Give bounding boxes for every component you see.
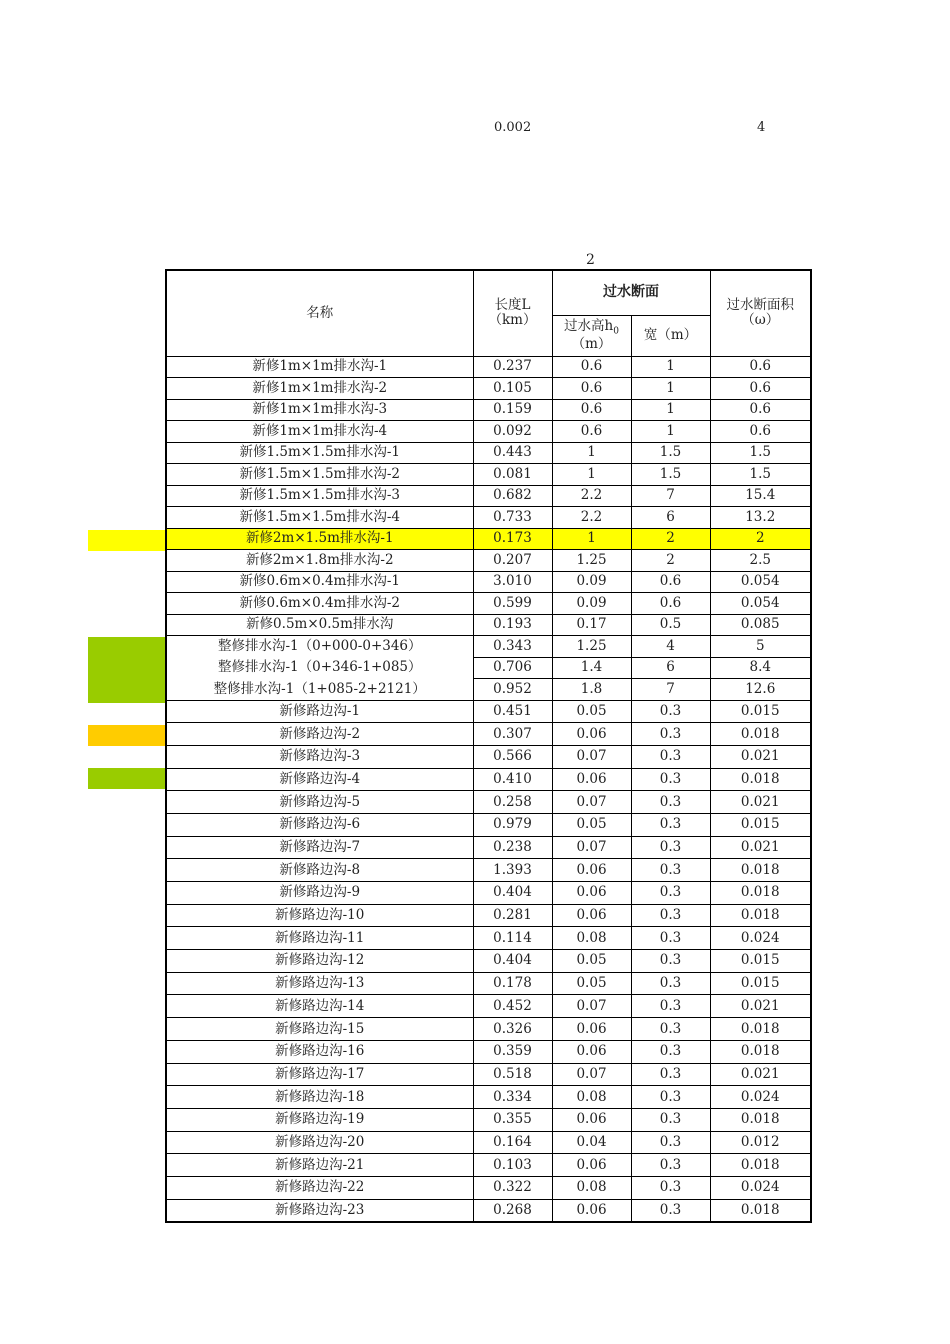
- cell-name: 新修1.5m×1.5m排水沟-3: [166, 485, 473, 507]
- cell-height: 0.05: [552, 700, 631, 723]
- cell-length: 0.682: [473, 485, 552, 507]
- cell-height: 1.25: [552, 636, 631, 658]
- cell-width: 0.3: [631, 927, 710, 950]
- table-row: [166, 399, 811, 421]
- cell-height: 0.07: [552, 995, 631, 1018]
- cell-height: 1: [552, 528, 631, 550]
- cell-width: 1.5: [631, 442, 710, 464]
- table-row: [166, 1040, 811, 1063]
- cell-width: 0.6: [631, 593, 710, 615]
- header-area-unit: （ω）: [741, 312, 780, 329]
- cell-name: 新修0.6m×0.4m排水沟-2: [166, 593, 473, 615]
- cell-area: 0.015: [710, 700, 811, 723]
- cell-length: 0.081: [473, 464, 552, 486]
- table-row: [166, 995, 811, 1018]
- cell-area: 5: [710, 636, 811, 658]
- cell-height: 0.04: [552, 1131, 631, 1154]
- cell-name: 新修路边沟-20: [166, 1131, 473, 1154]
- table-row: [166, 356, 811, 378]
- cell-area: 0.018: [710, 768, 811, 791]
- cell-width: 0.3: [631, 859, 710, 882]
- table-row: [166, 1154, 811, 1177]
- cell-width: 0.3: [631, 1086, 710, 1109]
- cell-length: 0.105: [473, 378, 552, 400]
- cell-width: 7: [631, 485, 710, 507]
- table-row: [166, 882, 811, 905]
- table-row: [166, 636, 811, 658]
- cell-width: 0.3: [631, 791, 710, 814]
- cell-area: 0.024: [710, 1086, 811, 1109]
- table-row: [166, 1199, 811, 1222]
- cell-width: 6: [631, 657, 710, 679]
- cell-height: 0.6: [552, 378, 631, 400]
- cell-width: 1: [631, 421, 710, 443]
- table-row: [166, 1176, 811, 1199]
- page-number: 2: [586, 252, 595, 268]
- cell-length: 0.355: [473, 1108, 552, 1131]
- table-row: [166, 859, 811, 882]
- row-mark-orange: [88, 725, 165, 746]
- cell-width: 4: [631, 636, 710, 658]
- cell-length: 0.207: [473, 550, 552, 572]
- cell-length: 0.599: [473, 593, 552, 615]
- table-row: [166, 421, 811, 443]
- table-row: [166, 378, 811, 400]
- table-row: [166, 950, 811, 973]
- cell-width: 0.6: [631, 571, 710, 593]
- cell-length: 0.164: [473, 1131, 552, 1154]
- cell-length: 0.979: [473, 813, 552, 836]
- cell-area: 12.6: [710, 679, 811, 701]
- cell-width: 0.3: [631, 813, 710, 836]
- cell-name: 新修路边沟-22: [166, 1176, 473, 1199]
- cell-name: 新修2m×1.5m排水沟-1: [166, 528, 473, 550]
- cell-width: 0.3: [631, 1063, 710, 1086]
- cell-height: 1: [552, 442, 631, 464]
- cell-length: 3.010: [473, 571, 552, 593]
- cell-width: 0.3: [631, 768, 710, 791]
- cell-width: 0.3: [631, 1108, 710, 1131]
- cell-width: 6: [631, 507, 710, 529]
- cell-height: 0.08: [552, 1086, 631, 1109]
- table-row: [166, 528, 811, 550]
- table-row: [166, 442, 811, 464]
- cell-name: 新修1m×1m排水沟-1: [166, 356, 473, 378]
- cell-length: 1.393: [473, 859, 552, 882]
- cell-area: 0.018: [710, 859, 811, 882]
- cell-area: 0.6: [710, 378, 811, 400]
- table-row: [166, 464, 811, 486]
- cell-area: 0.018: [710, 1018, 811, 1041]
- cell-height: 0.6: [552, 356, 631, 378]
- cell-height: 0.08: [552, 1176, 631, 1199]
- cell-width: 0.3: [631, 1040, 710, 1063]
- table-row: [166, 657, 811, 679]
- cell-name: 新修路边沟-15: [166, 1018, 473, 1041]
- cell-area: 0.021: [710, 995, 811, 1018]
- cell-length: 0.359: [473, 1040, 552, 1063]
- cell-area: 0.024: [710, 1176, 811, 1199]
- cell-area: 0.012: [710, 1131, 811, 1154]
- cell-height: 0.09: [552, 593, 631, 615]
- cell-height: 0.07: [552, 791, 631, 814]
- cell-height: 0.07: [552, 836, 631, 859]
- header-height-sub: 0: [613, 326, 619, 337]
- cell-area: 0.024: [710, 927, 811, 950]
- cell-area: 0.018: [710, 1040, 811, 1063]
- cell-height: 1.25: [552, 550, 631, 572]
- cell-length: 0.952: [473, 679, 552, 701]
- cell-width: 1: [631, 399, 710, 421]
- table-row: [166, 550, 811, 572]
- cell-area: 0.018: [710, 1154, 811, 1177]
- cell-name: 新修路边沟-17: [166, 1063, 473, 1086]
- cell-name: 新修1m×1m排水沟-3: [166, 399, 473, 421]
- cell-area: 13.2: [710, 507, 811, 529]
- cell-height: 0.06: [552, 1108, 631, 1131]
- cell-name: 新修0.5m×0.5m排水沟: [166, 614, 473, 636]
- cell-length: 0.443: [473, 442, 552, 464]
- drainage-table: [165, 269, 812, 1223]
- row-mark-green-2: [88, 768, 165, 789]
- cell-height: 2.2: [552, 507, 631, 529]
- cell-length: 0.410: [473, 768, 552, 791]
- header-height-label: 过水高h: [564, 317, 614, 334]
- header-length-label: 长度L: [494, 297, 531, 314]
- table-row: [166, 791, 811, 814]
- cell-length: 0.178: [473, 972, 552, 995]
- cell-height: 1.4: [552, 657, 631, 679]
- cell-height: 2.2: [552, 485, 631, 507]
- cell-name: 新修路边沟-11: [166, 927, 473, 950]
- cell-area: 1.5: [710, 442, 811, 464]
- cell-name: 新修0.6m×0.4m排水沟-1: [166, 571, 473, 593]
- header-area: [710, 270, 811, 356]
- cell-length: 0.452: [473, 995, 552, 1018]
- cell-height: 0.06: [552, 1199, 631, 1222]
- cell-height: 0.06: [552, 882, 631, 905]
- table-row: [166, 1086, 811, 1109]
- header-height: [552, 315, 631, 356]
- table-row: [166, 593, 811, 615]
- cell-length: 0.173: [473, 528, 552, 550]
- cell-width: 0.3: [631, 995, 710, 1018]
- cell-area: 0.054: [710, 593, 811, 615]
- cell-width: 7: [631, 679, 710, 701]
- cell-width: 0.3: [631, 950, 710, 973]
- cell-area: 2: [710, 528, 811, 550]
- cell-area: 0.021: [710, 1063, 811, 1086]
- cell-name: 新修路边沟-21: [166, 1154, 473, 1177]
- cell-name: 新修路边沟-14: [166, 995, 473, 1018]
- cell-area: 15.4: [710, 485, 811, 507]
- cell-name: 新修路边沟-9: [166, 882, 473, 905]
- cell-area: 0.021: [710, 836, 811, 859]
- cell-height: 0.06: [552, 1018, 631, 1041]
- table-row: [166, 904, 811, 927]
- cell-name: 新修路边沟-3: [166, 745, 473, 768]
- cell-length: 0.159: [473, 399, 552, 421]
- cell-height: 1: [552, 464, 631, 486]
- cell-area: 0.018: [710, 1108, 811, 1131]
- cell-area: 0.018: [710, 723, 811, 746]
- cell-name: 新修1.5m×1.5m排水沟-4: [166, 507, 473, 529]
- cell-name: 新修2m×1.8m排水沟-2: [166, 550, 473, 572]
- table-row: [166, 768, 811, 791]
- header-length: [473, 270, 552, 356]
- cell-area: 0.6: [710, 421, 811, 443]
- cell-height: 0.06: [552, 1040, 631, 1063]
- cell-length: 0.451: [473, 700, 552, 723]
- table-row: [166, 836, 811, 859]
- cell-height: 0.05: [552, 950, 631, 973]
- cell-area: 0.018: [710, 882, 811, 905]
- cell-length: 0.733: [473, 507, 552, 529]
- header-height-unit: （m）: [571, 336, 612, 353]
- header-length-unit: （km）: [488, 312, 537, 329]
- cell-width: 2: [631, 550, 710, 572]
- cell-name: 新修路边沟-10: [166, 904, 473, 927]
- cell-area: 0.018: [710, 1199, 811, 1222]
- cell-height: 0.06: [552, 1154, 631, 1177]
- cell-name: 新修路边沟-6: [166, 813, 473, 836]
- cell-length: 0.404: [473, 950, 552, 973]
- cell-width: 0.3: [631, 1018, 710, 1041]
- table-row: [166, 723, 811, 746]
- cell-area: 0.015: [710, 972, 811, 995]
- cell-area: 0.6: [710, 356, 811, 378]
- cell-height: 1.8: [552, 679, 631, 701]
- cell-length: 0.114: [473, 927, 552, 950]
- top-value-right: 4: [757, 120, 766, 135]
- cell-height: 0.05: [552, 813, 631, 836]
- table-row: [166, 485, 811, 507]
- header-section: 过水断面: [552, 270, 710, 315]
- cell-length: 0.343: [473, 636, 552, 658]
- cell-area: 0.018: [710, 904, 811, 927]
- cell-height: 0.06: [552, 723, 631, 746]
- cell-width: 0.3: [631, 745, 710, 768]
- cell-name: 新修路边沟-16: [166, 1040, 473, 1063]
- cell-width: 2: [631, 528, 710, 550]
- cell-name: 新修路边沟-8: [166, 859, 473, 882]
- cell-name: 新修1.5m×1.5m排水沟-2: [166, 464, 473, 486]
- cell-area: 1.5: [710, 464, 811, 486]
- cell-length: 0.334: [473, 1086, 552, 1109]
- row-mark-yellow: [88, 530, 165, 551]
- cell-width: 0.3: [631, 723, 710, 746]
- cell-area: 0.054: [710, 571, 811, 593]
- cell-width: 0.5: [631, 614, 710, 636]
- cell-length: 0.322: [473, 1176, 552, 1199]
- cell-name: 新修1m×1m排水沟-4: [166, 421, 473, 443]
- table-row: [166, 813, 811, 836]
- cell-height: 0.06: [552, 859, 631, 882]
- cell-length: 0.706: [473, 657, 552, 679]
- cell-height: 0.6: [552, 421, 631, 443]
- cell-width: 0.3: [631, 882, 710, 905]
- cell-width: 0.3: [631, 836, 710, 859]
- cell-length: 0.258: [473, 791, 552, 814]
- cell-length: 0.404: [473, 882, 552, 905]
- table-row: [166, 972, 811, 995]
- table-row: [166, 1063, 811, 1086]
- table-row: [166, 679, 811, 701]
- table-row: [166, 507, 811, 529]
- header-name: 名称: [166, 270, 473, 356]
- cell-height: 0.6: [552, 399, 631, 421]
- cell-name: 新修路边沟-7: [166, 836, 473, 859]
- table-row: [166, 571, 811, 593]
- cell-name: 新修路边沟-23: [166, 1199, 473, 1222]
- cell-width: 0.3: [631, 700, 710, 723]
- row-mark-green: [88, 637, 165, 703]
- cell-height: 0.05: [552, 972, 631, 995]
- cell-height: 0.06: [552, 904, 631, 927]
- cell-width: 1: [631, 378, 710, 400]
- table-row: [166, 1018, 811, 1041]
- cell-length: 0.092: [473, 421, 552, 443]
- cell-length: 0.193: [473, 614, 552, 636]
- cell-name: 新修路边沟-13: [166, 972, 473, 995]
- table-row: [166, 700, 811, 723]
- cell-width: 1: [631, 356, 710, 378]
- cell-name: 新修路边沟-5: [166, 791, 473, 814]
- cell-width: 0.3: [631, 972, 710, 995]
- cell-length: 0.326: [473, 1018, 552, 1041]
- cell-height: 0.08: [552, 927, 631, 950]
- cell-name: 新修路边沟-1: [166, 700, 473, 723]
- cell-area: 0.085: [710, 614, 811, 636]
- cell-area: 0.015: [710, 813, 811, 836]
- cell-width: 1.5: [631, 464, 710, 486]
- cell-name: 新修1.5m×1.5m排水沟-1: [166, 442, 473, 464]
- cell-width: 0.3: [631, 904, 710, 927]
- cell-area: 0.021: [710, 745, 811, 768]
- cell-area: 8.4: [710, 657, 811, 679]
- cell-width: 0.3: [631, 1131, 710, 1154]
- cell-name: 新修路边沟-18: [166, 1086, 473, 1109]
- cell-width: 0.3: [631, 1176, 710, 1199]
- cell-height: 0.07: [552, 745, 631, 768]
- table-row: [166, 614, 811, 636]
- cell-length: 0.103: [473, 1154, 552, 1177]
- cell-length: 0.566: [473, 745, 552, 768]
- cell-height: 0.07: [552, 1063, 631, 1086]
- cell-height: 0.06: [552, 768, 631, 791]
- cell-length: 0.268: [473, 1199, 552, 1222]
- header-area-label: 过水断面积: [726, 297, 794, 314]
- cell-width: 0.3: [631, 1199, 710, 1222]
- cell-name: 整修排水沟-1（0+346-1+085）: [166, 657, 473, 679]
- cell-length: 0.281: [473, 904, 552, 927]
- table-row: [166, 745, 811, 768]
- cell-area: 2.5: [710, 550, 811, 572]
- cell-length: 0.238: [473, 836, 552, 859]
- cell-area: 0.021: [710, 791, 811, 814]
- cell-name: 新修路边沟-19: [166, 1108, 473, 1131]
- cell-area: 0.6: [710, 399, 811, 421]
- cell-area: 0.015: [710, 950, 811, 973]
- cell-height: 0.09: [552, 571, 631, 593]
- cell-name: 新修路边沟-4: [166, 768, 473, 791]
- top-value-left: 0.002: [494, 120, 532, 135]
- cell-length: 0.237: [473, 356, 552, 378]
- table-row: [166, 1108, 811, 1131]
- table-row: [166, 1131, 811, 1154]
- header-width: 宽（m）: [631, 315, 710, 356]
- cell-length: 0.307: [473, 723, 552, 746]
- cell-height: 0.17: [552, 614, 631, 636]
- table-row: [166, 927, 811, 950]
- cell-length: 0.518: [473, 1063, 552, 1086]
- cell-width: 0.3: [631, 1154, 710, 1177]
- cell-name: 新修路边沟-12: [166, 950, 473, 973]
- cell-name: 整修排水沟-1（0+000-0+346）: [166, 636, 473, 658]
- cell-name: 整修排水沟-1（1+085-2+2121）: [166, 679, 473, 701]
- cell-name: 新修1m×1m排水沟-2: [166, 378, 473, 400]
- cell-name: 新修路边沟-2: [166, 723, 473, 746]
